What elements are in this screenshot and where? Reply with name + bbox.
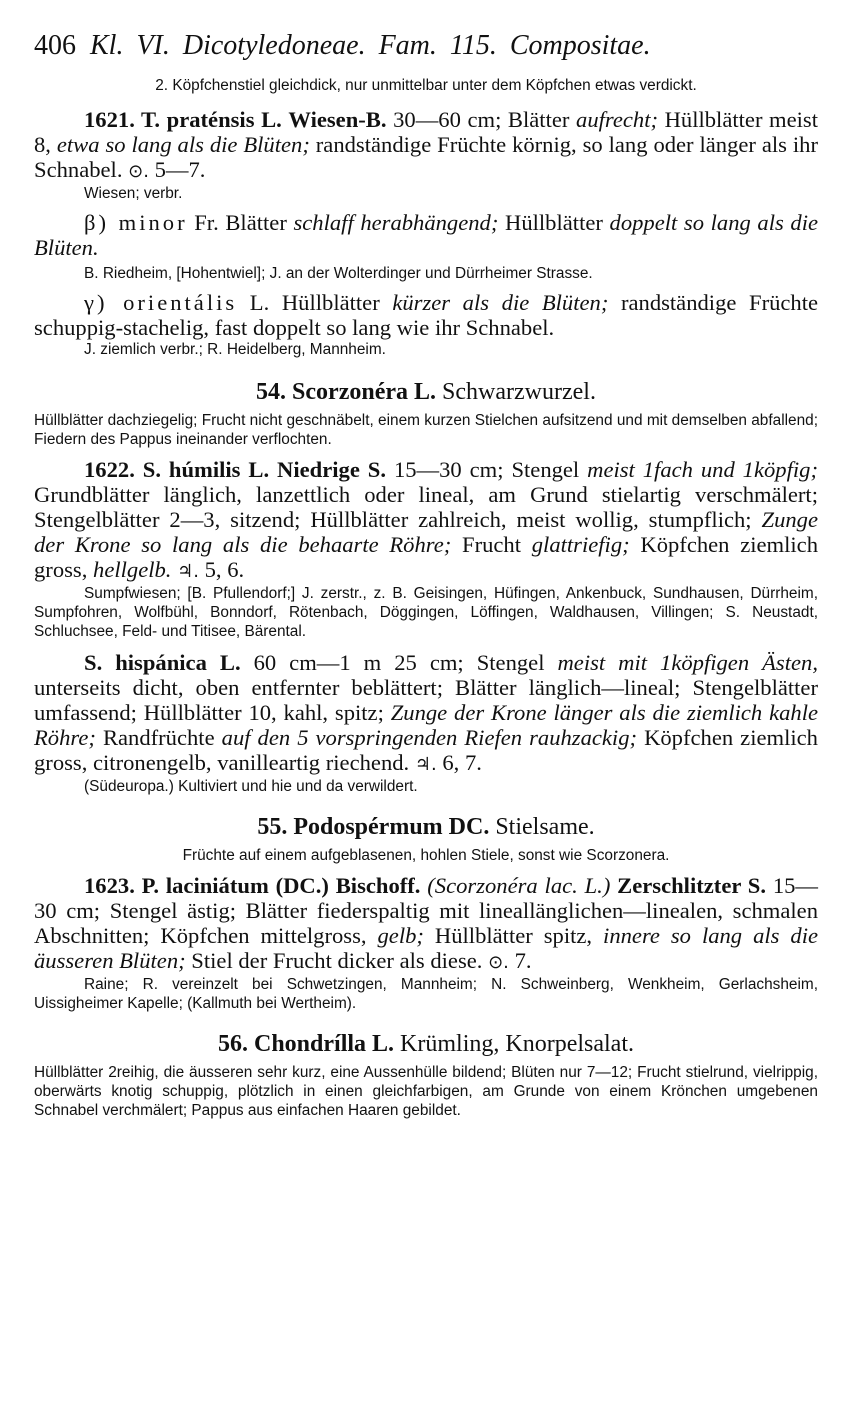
locality <box>34 584 818 641</box>
species-number: 1621. T. praténsis L. <box>84 107 282 132</box>
locality <box>34 777 818 796</box>
genus-common-name: Schwarzwurzel. <box>442 379 596 405</box>
flowering-months: 7. <box>514 948 532 973</box>
description-italic: innere so lang als die äusseren Blüten; <box>34 923 818 973</box>
species-hispanica <box>34 650 818 777</box>
genus-title: 54. Scorzonéra L. <box>256 379 437 405</box>
variety-label: γ) orientális <box>84 290 238 315</box>
flowering-months: 5, 6. <box>204 557 245 582</box>
locality <box>34 340 818 359</box>
key-text: 2. Köpfchenstiel gleichdick, nur unmittelbar unter dem Köpfchen etwas verdickt. <box>155 77 697 94</box>
locality <box>34 184 818 203</box>
variety-author: Fr. <box>194 210 219 235</box>
description-italic: Zunge der Krone so lang als die behaarte Röhre; <box>34 507 818 557</box>
flowering-months: 5—7. <box>154 157 206 182</box>
annual-symbol: ⊙. <box>128 161 149 182</box>
common-name: Zerschlitzter S. <box>617 873 766 898</box>
description-text: 15—30 cm; Stengel ästig; Blätter fiederspaltig mit lineallänglichen—linealen, schmalen Abschnitten; Köpfchen mittelgross, <box>34 873 819 948</box>
locality <box>34 264 818 283</box>
variety-author: L. <box>249 290 270 315</box>
description-text: Köpfchen ziemlich gross, citronengelb, vanilleartig riechend. <box>34 725 818 775</box>
description-italic: doppelt so lang als die Blüten. <box>34 210 818 260</box>
description-text: Hüllblätter <box>281 290 380 315</box>
genus-description <box>34 846 818 865</box>
variety-minor <box>34 210 818 260</box>
description-italic: Zunge der Krone länger als die ziemlich kahle Röhre; <box>34 700 818 750</box>
perennial-symbol: ♃. <box>177 561 199 582</box>
species-1621 <box>34 107 818 184</box>
genus-description-text: Hüllblätter dachziegelig; Frucht nicht geschnäbelt, einem kurzen Stielchen aufsitzend und mit demselben abfallend; Fiedern des Pappus ineinander verflochten. <box>34 412 818 448</box>
locality-text: J. ziemlich verbr.; R. Heidelberg, Mannheim. <box>84 341 386 358</box>
description-italic: aufrecht; <box>576 107 658 132</box>
variety-orientalis <box>34 290 818 340</box>
synonym: (Scorzonéra lac. L.) <box>427 873 611 898</box>
genus-title: 55. Podospérmum DC. <box>257 814 490 840</box>
description-text: Randfrüchte <box>102 725 215 750</box>
description-text: Hüllblätter <box>505 210 603 235</box>
genus-title: 56. Chondrílla L. <box>218 1031 395 1057</box>
description-text: Köpfchen ziemlich gross, <box>34 532 818 582</box>
description-italic: etwa so lang als die Blüten; <box>56 132 310 157</box>
description-text: randständige Früchte körnig, so lang oder länger als ihr Schnabel. <box>34 132 818 182</box>
locality-text: B. Riedheim, [Hohentwiel]; J. an der Wolterdinger und Dürrheimer Strasse. <box>84 265 593 282</box>
description-text: Hüllblätter meist 8, <box>34 107 818 157</box>
genus-description <box>34 411 818 449</box>
description-text: 60 cm—1 m 25 cm; Stengel <box>253 650 545 675</box>
description-italic: auf den 5 vorspringenden Riefen rauhzackig; <box>221 725 638 750</box>
page-header <box>34 26 818 70</box>
description-text: Frucht <box>462 532 522 557</box>
description-italic: glattriefig; <box>531 532 630 557</box>
species-number: 1623. P. laciniátum (DC.) Bischoff. <box>84 873 421 898</box>
locality-text: Wiesen; verbr. <box>84 185 183 202</box>
genus-description-text: Hüllblätter 2reihig, die äusseren sehr kurz, eine Aussenhülle bildend; Blüten nur 7—12; Frucht stielrund, vielrippig, oberwärts knotig schuppig, plötzlich in einen gleichfarbigen, am Grunde von einem Krönchen umgebenen Schnabel verchmälert; Pappus aus einfachen Haaren gebildet. <box>34 1064 818 1119</box>
common-name: Niedrige S. <box>277 457 387 482</box>
description-italic: hellgelb. <box>93 557 172 582</box>
genus-description-text: Früchte auf einem aufgeblasenen, hohlen Stiele, sonst wie Scorzonera. <box>182 847 670 864</box>
genus-heading-55 <box>34 812 818 842</box>
description-italic: gelb; <box>377 923 424 948</box>
species-number: 1622. S. húmilis L. <box>84 457 270 482</box>
variety-label: β) minor <box>84 210 188 235</box>
locality <box>34 975 818 1013</box>
perennial-symbol: ♃. <box>414 754 437 775</box>
description-text: unterseits dicht, oben entfernter beblättert; Blätter länglich—lineal; Stengelblätter umfassend; Hüllblätter 10, kahl, spitz; <box>34 675 818 725</box>
description-italic: kürzer als die Blüten; <box>392 290 609 315</box>
key-line <box>34 76 818 95</box>
genus-common-name: Krümling, Knorpelsalat. <box>400 1031 634 1057</box>
description-text: 30—60 cm; Blätter <box>393 107 570 132</box>
genus-heading-56 <box>34 1029 818 1059</box>
locality-text: Sumpfwiesen; [B. Pfullendorf;] J. zerstr., z. B. Geisingen, Hüfingen, Ankenbuck, Sundhausen, Dürrheim, Sumpfohren, Wolfbühl, Bonndorf, Rötenbach, Döggingen, Löffingen, Waldhausen, Villingen; S. Neustadt, Schluchsee, Feld- und Titisee, Bärental. <box>34 585 818 640</box>
description-text: randständige Früchte schuppig-stachelig, fast doppelt so lang wie ihr Schnabel. <box>34 290 819 340</box>
description-text: Stiel der Frucht dicker als diese. <box>191 948 483 973</box>
description-italic: meist mit 1köpfigen Ästen, <box>557 650 818 675</box>
locality-text: (Südeuropa.) Kultiviert und hie und da verwildert. <box>84 778 418 795</box>
page-number: 406 <box>34 30 76 61</box>
species-1622 <box>34 457 818 584</box>
common-name: Wiesen-B. <box>288 107 387 132</box>
description-text: Grundblätter länglich, lanzettlich oder lineal, am Grund stielartig verschmälert; Stengelblätter 2—3, sitzend; Hüllblätter zahlreich, meist wollig, stumpflich; <box>34 482 818 532</box>
species-number: S. hispánica L. <box>84 650 241 675</box>
description-text: Blätter <box>225 210 287 235</box>
description-text: 15—30 cm; Stengel <box>393 457 580 482</box>
species-1623 <box>34 873 818 975</box>
flowering-months: 6, 7. <box>442 750 482 775</box>
description-italic: meist 1fach und 1köpfig; <box>587 457 818 482</box>
running-title: Kl. VI. Dicotyledoneae. Fam. 115. Compositae. <box>90 30 651 61</box>
description-text: Hüllblätter spitz, <box>434 923 593 948</box>
genus-description <box>34 1063 818 1120</box>
genus-common-name: Stielsame. <box>495 814 595 840</box>
locality-text: Raine; R. vereinzelt bei Schwetzingen, Mannheim; N. Schweinberg, Wenkheim, Gerlachsheim, Uissigheimer Kapelle; (Kallmuth bei Wertheim). <box>34 976 818 1012</box>
page <box>34 26 818 1120</box>
genus-heading-54 <box>34 377 818 407</box>
description-italic: schlaff herabhängend; <box>293 210 499 235</box>
annual-symbol: ⊙. <box>488 952 509 973</box>
